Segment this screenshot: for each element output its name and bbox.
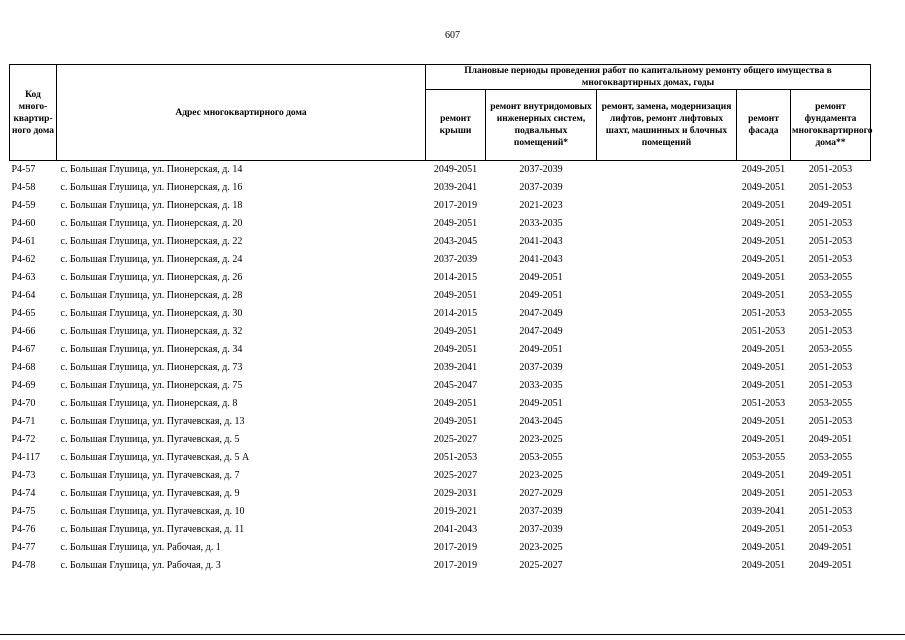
cell-code: Р4-78	[11, 560, 36, 571]
cell-roof: 2049-2051	[433, 344, 478, 355]
cell-systems: 2037-2039	[519, 506, 563, 517]
table-row	[10, 179, 871, 197]
cell-address: с. Большая Глушица, ул. Пионерская, д. 8	[60, 398, 238, 409]
cell-code: Р4-64	[11, 290, 36, 301]
cell-address: с. Большая Глушица, ул. Пугачевская, д. 5	[60, 434, 240, 445]
cell-foundation: 2049-2051	[808, 542, 853, 553]
cell-address: с. Большая Глушица, ул. Пугачевская, д. 5 А	[60, 452, 250, 463]
cell-lifts	[597, 449, 737, 467]
cell-lifts	[597, 233, 737, 251]
cell-systems: 2023-2025	[519, 542, 563, 553]
cell-roof: 2025-2027	[433, 434, 478, 445]
cell-lifts	[597, 269, 737, 287]
cell-roof: 2049-2051	[433, 398, 478, 409]
cell-lifts	[597, 197, 737, 215]
cell-systems: 2037-2039	[519, 164, 563, 175]
cell-address: с. Большая Глушица, ул. Пугачевская, д. 13	[60, 416, 245, 427]
cell-systems: 2037-2039	[519, 362, 563, 373]
cell-roof: 2041-2043	[433, 524, 478, 535]
table-row	[10, 521, 871, 539]
cell-systems: 2053-2055	[519, 452, 563, 463]
cell-code: Р4-68	[11, 362, 36, 373]
cell-foundation: 2053-2055	[808, 344, 853, 355]
cell-lifts	[597, 215, 737, 233]
cell-facade: 2053-2055	[741, 452, 786, 463]
table-row	[10, 341, 871, 359]
cell-foundation: 2053-2055	[808, 290, 853, 301]
cell-systems: 2041-2043	[519, 254, 563, 265]
cell-address: с. Большая Глушица, ул. Пионерская, д. 24	[60, 254, 243, 265]
cell-foundation: 2049-2051	[808, 560, 853, 571]
cell-code: Р4-59	[11, 200, 36, 211]
cell-address: с. Большая Глушица, ул. Пионерская, д. 28	[60, 290, 243, 301]
cell-roof: 2051-2053	[433, 452, 478, 463]
cell-facade: 2049-2051	[741, 272, 786, 283]
cell-facade: 2049-2051	[741, 254, 786, 265]
cell-systems: 2043-2045	[519, 416, 563, 427]
cell-code: Р4-72	[11, 434, 36, 445]
cell-lifts	[597, 377, 737, 395]
cell-code: Р4-58	[11, 182, 36, 193]
cell-roof: 2014-2015	[433, 272, 478, 283]
cell-address: с. Большая Глушица, ул. Пугачевская, д. 11	[60, 524, 245, 535]
cell-code: Р4-77	[11, 542, 36, 553]
table-row	[10, 269, 871, 287]
cell-roof: 2043-2045	[433, 236, 478, 247]
cell-lifts	[597, 179, 737, 197]
cell-foundation: 2051-2053	[808, 182, 853, 193]
header-work-periods: Плановые периоды проведения работ по капитальному ремонту общего имущества в многоквартирных домах, годы	[426, 65, 871, 90]
cell-foundation: 2051-2053	[808, 164, 853, 175]
cell-foundation: 2051-2053	[808, 326, 853, 337]
table-row	[10, 485, 871, 503]
header-code: Код много-квартир-ного дома	[10, 65, 57, 161]
table-row	[10, 431, 871, 449]
header-systems: ремонт внутридомовых инженерных систем, подвальных помещений*	[486, 90, 597, 161]
cell-code: Р4-73	[11, 470, 36, 481]
cell-facade: 2049-2051	[741, 218, 786, 229]
cell-code: Р4-69	[11, 380, 36, 391]
cell-foundation: 2051-2053	[808, 236, 853, 247]
table-row	[10, 395, 871, 413]
cell-address: с. Большая Глушица, ул. Пионерская, д. 32	[60, 326, 243, 337]
cell-lifts	[597, 395, 737, 413]
cell-lifts	[597, 341, 737, 359]
cell-code: Р4-74	[11, 488, 36, 499]
cell-code: Р4-70	[11, 398, 36, 409]
cell-facade: 2051-2053	[741, 398, 786, 409]
table-row	[10, 287, 871, 305]
cell-address: с. Большая Глушица, ул. Рабочая, д. 1	[60, 542, 221, 553]
cell-roof: 2039-2041	[433, 362, 478, 373]
table-row	[10, 251, 871, 269]
cell-roof: 2049-2051	[433, 290, 478, 301]
table-row	[10, 233, 871, 251]
cell-lifts	[597, 485, 737, 503]
cell-code: Р4-63	[11, 272, 36, 283]
table-row	[10, 557, 871, 575]
cell-code: Р4-71	[11, 416, 36, 427]
cell-foundation: 2049-2051	[808, 470, 853, 481]
cell-roof: 2049-2051	[433, 326, 478, 337]
header-facade: ремонт фасада	[737, 90, 791, 161]
cell-lifts	[597, 431, 737, 449]
table-row	[10, 467, 871, 485]
cell-systems: 2049-2051	[519, 290, 563, 301]
cell-address: с. Большая Глушица, ул. Пионерская, д. 14	[60, 164, 243, 175]
cell-facade: 2051-2053	[741, 326, 786, 337]
cell-roof: 2029-2031	[433, 488, 478, 499]
table-row	[10, 449, 871, 467]
cell-address: с. Большая Глушица, ул. Пионерская, д. 30	[60, 308, 243, 319]
cell-lifts	[597, 359, 737, 377]
cell-code: Р4-65	[11, 308, 36, 319]
cell-lifts	[597, 539, 737, 557]
cell-roof: 2049-2051	[433, 416, 478, 427]
cell-foundation: 2051-2053	[808, 362, 853, 373]
cell-foundation: 2051-2053	[808, 416, 853, 427]
cell-address: с. Большая Глушица, ул. Пугачевская, д. 9	[60, 488, 240, 499]
cell-roof: 2039-2041	[433, 182, 478, 193]
cell-address: с. Большая Глушица, ул. Пугачевская, д. 10	[60, 506, 245, 517]
table-row	[10, 359, 871, 377]
cell-lifts	[597, 251, 737, 269]
cell-address: с. Большая Глушица, ул. Пионерская, д. 20	[60, 218, 243, 229]
cell-foundation: 2051-2053	[808, 254, 853, 265]
cell-roof: 2014-2015	[433, 308, 478, 319]
cell-roof: 2017-2019	[433, 560, 478, 571]
cell-systems: 2047-2049	[519, 326, 563, 337]
cell-foundation: 2051-2053	[808, 506, 853, 517]
cell-facade: 2051-2053	[741, 308, 786, 319]
cell-foundation: 2053-2055	[808, 308, 853, 319]
cell-code: Р4-61	[11, 236, 36, 247]
cell-address: с. Большая Глушица, ул. Пионерская, д. 73	[60, 362, 243, 373]
cell-foundation: 2049-2051	[808, 200, 853, 211]
cell-address: с. Большая Глушица, ул. Рабочая, д. 3	[60, 560, 221, 571]
cell-facade: 2049-2051	[741, 434, 786, 445]
header-lifts: ремонт, замена, модернизация лифтов, ремонт лифтовых шахт, машинных и блочных помещений	[597, 90, 737, 161]
cell-lifts	[597, 161, 737, 180]
cell-code: Р4-57	[11, 164, 36, 175]
cell-code: Р4-60	[11, 218, 36, 229]
cell-systems: 2023-2025	[519, 470, 563, 481]
cell-facade: 2049-2051	[741, 488, 786, 499]
table-row	[10, 413, 871, 431]
cell-systems: 2027-2029	[519, 488, 563, 499]
cell-roof: 2045-2047	[433, 380, 478, 391]
table-row	[10, 323, 871, 341]
cell-facade: 2049-2051	[741, 236, 786, 247]
cell-lifts	[597, 323, 737, 341]
table-row	[10, 305, 871, 323]
cell-facade: 2039-2041	[741, 506, 786, 517]
cell-facade: 2049-2051	[741, 380, 786, 391]
cell-facade: 2049-2051	[741, 470, 786, 481]
cell-systems: 2049-2051	[519, 398, 563, 409]
cell-lifts	[597, 557, 737, 575]
cell-facade: 2049-2051	[741, 182, 786, 193]
cell-facade: 2049-2051	[741, 164, 786, 175]
cell-code: Р4-75	[11, 506, 36, 517]
cell-address: с. Большая Глушица, ул. Пионерская, д. 18	[60, 200, 243, 211]
cell-systems: 2037-2039	[519, 182, 563, 193]
cell-lifts	[597, 503, 737, 521]
cell-foundation: 2051-2053	[808, 218, 853, 229]
cell-roof: 2017-2019	[433, 200, 478, 211]
table-row	[10, 215, 871, 233]
page-number: 607	[445, 30, 460, 41]
header-foundation: ремонт фундамента многоквартирного дома**	[791, 90, 871, 161]
cell-roof: 2049-2051	[433, 164, 478, 175]
cell-address: с. Большая Глушица, ул. Пионерская, д. 34	[60, 344, 243, 355]
cell-systems: 2033-2035	[519, 380, 563, 391]
cell-foundation: 2053-2055	[808, 452, 853, 463]
cell-foundation: 2051-2053	[808, 524, 853, 535]
cell-code: Р4-76	[11, 524, 36, 535]
table-row	[10, 503, 871, 521]
cell-systems: 2037-2039	[519, 524, 563, 535]
cell-foundation: 2053-2055	[808, 272, 853, 283]
cell-facade: 2049-2051	[741, 200, 786, 211]
cell-foundation: 2053-2055	[808, 398, 853, 409]
cell-code: Р4-67	[11, 344, 36, 355]
cell-systems: 2049-2051	[519, 272, 563, 283]
cell-roof: 2025-2027	[433, 470, 478, 481]
cell-facade: 2049-2051	[741, 290, 786, 301]
cell-lifts	[597, 305, 737, 323]
cell-roof: 2049-2051	[433, 218, 478, 229]
cell-systems: 2021-2023	[519, 200, 563, 211]
cell-foundation: 2051-2053	[808, 488, 853, 499]
cell-address: с. Большая Глушица, ул. Пугачевская, д. 7	[60, 470, 240, 481]
header-roof: ремонт крыши	[426, 90, 486, 161]
cell-address: с. Большая Глушица, ул. Пионерская, д. 16	[60, 182, 243, 193]
cell-systems: 2033-2035	[519, 218, 563, 229]
cell-code: Р4-62	[11, 254, 36, 265]
cell-lifts	[597, 287, 737, 305]
cell-lifts	[597, 521, 737, 539]
cell-facade: 2049-2051	[741, 542, 786, 553]
cell-facade: 2049-2051	[741, 362, 786, 373]
cell-systems: 2049-2051	[519, 344, 563, 355]
cell-code: Р4-66	[11, 326, 36, 337]
table-row	[10, 377, 871, 395]
cell-roof: 2019-2021	[433, 506, 478, 517]
table-body	[10, 161, 871, 576]
cell-foundation: 2051-2053	[808, 380, 853, 391]
cell-facade: 2049-2051	[741, 416, 786, 427]
cell-lifts	[597, 413, 737, 431]
table-row	[10, 161, 871, 180]
cell-systems: 2025-2027	[519, 560, 563, 571]
cell-facade: 2049-2051	[741, 344, 786, 355]
bottom-rule	[0, 634, 905, 635]
cell-address: с. Большая Глушица, ул. Пионерская, д. 75	[60, 380, 243, 391]
cell-roof: 2037-2039	[433, 254, 478, 265]
cell-systems: 2041-2043	[519, 236, 563, 247]
cell-foundation: 2049-2051	[808, 434, 853, 445]
cell-roof: 2017-2019	[433, 542, 478, 553]
cell-address: с. Большая Глушица, ул. Пионерская, д. 22	[60, 236, 243, 247]
cell-facade: 2049-2051	[741, 524, 786, 535]
cell-lifts	[597, 467, 737, 485]
cell-facade: 2049-2051	[741, 560, 786, 571]
table-row	[10, 539, 871, 557]
table-row	[10, 197, 871, 215]
cell-systems: 2023-2025	[519, 434, 563, 445]
repair-schedule-table	[9, 64, 871, 575]
header-address: Адрес многоквартирного дома	[57, 65, 426, 161]
cell-address: с. Большая Глушица, ул. Пионерская, д. 26	[60, 272, 243, 283]
cell-systems: 2047-2049	[519, 308, 563, 319]
cell-code: Р4-117	[11, 452, 41, 463]
